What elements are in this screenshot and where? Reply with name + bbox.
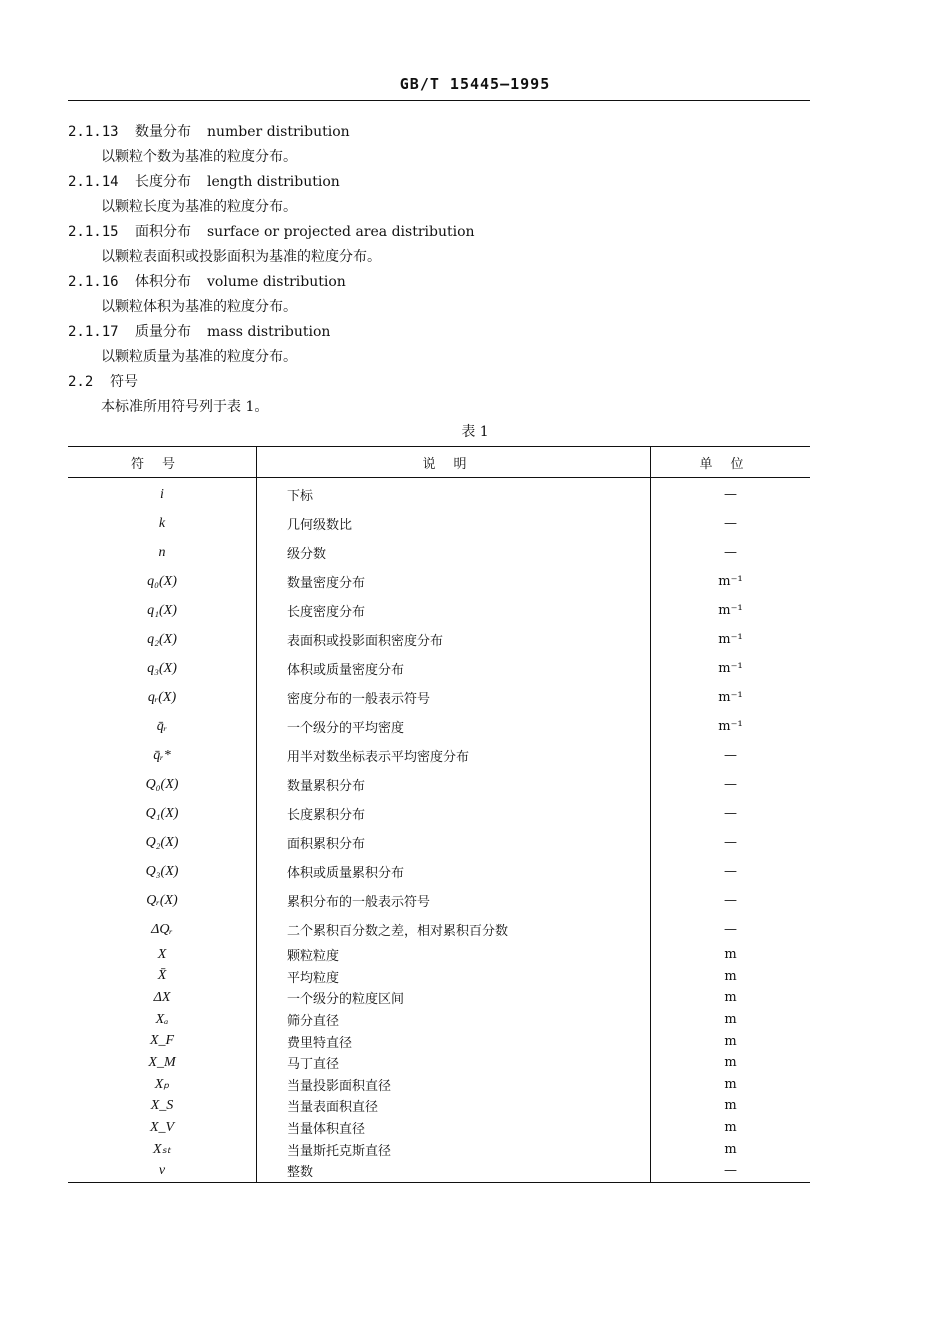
symbol-cell: q₀(X)	[68, 567, 257, 596]
symbol-cell: ΔX	[68, 987, 257, 1009]
table-row	[68, 1009, 810, 1031]
symbol-cell: X_V	[68, 1117, 257, 1139]
table-row	[68, 770, 810, 799]
table-row	[68, 915, 810, 944]
definition-heading	[68, 320, 810, 345]
table-row	[68, 944, 810, 966]
definition-number: 2.1.14	[68, 174, 119, 190]
definition-number: 2.1.16	[68, 274, 119, 290]
description-cell: 当量表面积直径	[257, 1095, 651, 1117]
document-header: GB/T 15445—1995	[399, 75, 551, 93]
definition-heading	[68, 170, 810, 195]
description-cell: 平均粒度	[257, 966, 651, 988]
definition-term-zh: 质量分布	[135, 324, 191, 340]
table-row	[68, 596, 810, 625]
definition-term-zh: 面积分布	[135, 224, 191, 240]
definition-number: 2.1.17	[68, 324, 119, 340]
unit-cell: —	[724, 516, 737, 531]
symbol-cell: i	[68, 478, 257, 510]
table-row	[68, 538, 810, 567]
definition-term-en: mass distribution	[207, 324, 331, 340]
table-row	[68, 1117, 810, 1139]
table-row	[68, 799, 810, 828]
section-text: 本标准所用符号列于表 1。	[101, 399, 269, 415]
table-row	[68, 683, 810, 712]
description-cell: 当量斯托克斯直径	[257, 1138, 651, 1160]
definition-text: 以颗粒个数为基准的粒度分布。	[101, 149, 297, 165]
unit-cell: m⁻¹	[718, 603, 743, 618]
symbol-cell: X̄	[68, 966, 257, 988]
header-rule	[68, 100, 810, 101]
unit-cell: m⁻¹	[718, 632, 743, 647]
symbol-cell: X_M	[68, 1052, 257, 1074]
description-cell: 当量投影面积直径	[257, 1074, 651, 1096]
unit-cell: —	[724, 864, 737, 879]
description-cell: 表面积或投影面积密度分布	[257, 625, 651, 654]
symbol-cell: Qᵣ(X)	[68, 886, 257, 915]
definition-heading	[68, 120, 810, 145]
definition-number: 2.1.13	[68, 124, 119, 140]
description-cell: 数量密度分布	[257, 567, 651, 596]
symbol-cell: Xₛₜ	[68, 1138, 257, 1160]
symbol-cell: qᵣ(X)	[68, 683, 257, 712]
definition-term-en: number distribution	[207, 124, 350, 140]
table-caption: 表 1	[461, 424, 489, 440]
description-cell: 面积累积分布	[257, 828, 651, 857]
definition-heading	[68, 220, 810, 245]
header-unit: 单位	[651, 447, 811, 478]
unit-cell: m	[724, 1098, 737, 1114]
table-row	[68, 509, 810, 538]
table-row	[68, 987, 810, 1009]
symbol-cell: v	[68, 1160, 257, 1182]
unit-cell: —	[724, 806, 737, 821]
section-title: 符号	[110, 374, 138, 390]
symbol-cell: n	[68, 538, 257, 567]
table-row	[68, 625, 810, 654]
table-row	[68, 712, 810, 741]
definition-number: 2.1.15	[68, 224, 119, 240]
definition-text: 以颗粒体积为基准的粒度分布。	[101, 299, 297, 315]
symbol-cell: X	[68, 944, 257, 966]
unit-cell: m	[724, 947, 737, 963]
table-row	[68, 741, 810, 770]
table-row	[68, 654, 810, 683]
table-row	[68, 478, 810, 510]
unit-cell: m	[724, 1141, 737, 1157]
description-cell: 密度分布的一般表示符号	[257, 683, 651, 712]
symbol-cell: Q₃(X)	[68, 857, 257, 886]
header-description: 说明	[257, 447, 651, 478]
unit-cell: m⁻¹	[718, 661, 743, 676]
symbol-cell: q₃(X)	[68, 654, 257, 683]
symbols-table	[68, 446, 810, 1183]
description-cell: 用半对数坐标表示平均密度分布	[257, 741, 651, 770]
definition-term-zh: 长度分布	[135, 174, 191, 190]
table-row	[68, 1160, 810, 1182]
symbol-cell: q₁(X)	[68, 596, 257, 625]
definition-term-zh: 体积分布	[135, 274, 191, 290]
definition-text: 以颗粒表面积或投影面积为基准的粒度分布。	[101, 249, 381, 265]
symbol-cell: X_S	[68, 1095, 257, 1117]
section-number: 2.2	[68, 374, 94, 390]
symbol-cell: q̄ᵣ	[68, 712, 257, 741]
unit-cell: m	[724, 1055, 737, 1071]
unit-cell: —	[724, 922, 737, 937]
unit-cell: m	[724, 1076, 737, 1092]
unit-cell: —	[724, 487, 737, 502]
header-symbol: 符号	[68, 447, 257, 478]
description-cell: 马丁直径	[257, 1052, 651, 1074]
description-cell: 当量体积直径	[257, 1117, 651, 1139]
description-cell: 下标	[257, 478, 651, 510]
description-cell: 长度密度分布	[257, 596, 651, 625]
unit-cell: m	[724, 1120, 737, 1136]
description-cell: 颗粒粒度	[257, 944, 651, 966]
definition-text: 以颗粒长度为基准的粒度分布。	[101, 199, 297, 215]
description-cell: 体积或质量累积分布	[257, 857, 651, 886]
section-heading	[68, 370, 810, 395]
table-row	[68, 1074, 810, 1096]
unit-cell: m	[724, 1012, 737, 1028]
table-row	[68, 857, 810, 886]
symbol-cell: X_F	[68, 1030, 257, 1052]
symbol-cell: Q₂(X)	[68, 828, 257, 857]
symbol-cell: Q₁(X)	[68, 799, 257, 828]
definition-term-en: length distribution	[207, 174, 340, 190]
table-header-row	[68, 447, 810, 478]
table-row	[68, 966, 810, 988]
unit-cell: m⁻¹	[718, 690, 743, 705]
description-cell: 体积或质量密度分布	[257, 654, 651, 683]
symbol-cell: Xₐ	[68, 1009, 257, 1031]
symbol-cell: k	[68, 509, 257, 538]
description-cell: 一个级分的粒度区间	[257, 987, 651, 1009]
description-cell: 几何级数比	[257, 509, 651, 538]
unit-cell: —	[724, 545, 737, 560]
unit-cell: m	[724, 968, 737, 984]
unit-cell: —	[724, 777, 737, 792]
unit-cell: —	[724, 835, 737, 850]
table-row	[68, 567, 810, 596]
unit-cell: —	[724, 748, 737, 763]
symbol-cell: Q₀(X)	[68, 770, 257, 799]
table-row	[68, 1052, 810, 1074]
unit-cell: m⁻¹	[718, 574, 743, 589]
description-cell: 长度累积分布	[257, 799, 651, 828]
description-cell: 筛分直径	[257, 1009, 651, 1031]
definition-text: 以颗粒质量为基准的粒度分布。	[101, 349, 297, 365]
definition-heading	[68, 270, 810, 295]
unit-cell: —	[651, 1160, 811, 1182]
table-row	[68, 828, 810, 857]
symbol-cell: q̄ᵣ*	[68, 741, 257, 770]
description-cell: 二个累积百分数之差，相对累积百分数	[257, 915, 651, 944]
description-cell: 数量累积分布	[257, 770, 651, 799]
symbol-cell: Xₚ	[68, 1074, 257, 1096]
table-row	[68, 1138, 810, 1160]
unit-cell: m	[724, 1033, 737, 1049]
description-cell: 整数	[257, 1160, 651, 1182]
table-row	[68, 1095, 810, 1117]
unit-cell: m⁻¹	[718, 719, 743, 734]
definition-term-en: volume distribution	[207, 274, 346, 290]
description-cell: 级分数	[257, 538, 651, 567]
description-cell: 累积分布的一般表示符号	[257, 886, 651, 915]
symbol-cell: ΔQᵣ	[68, 915, 257, 944]
definitions-block	[68, 120, 810, 420]
table-row	[68, 886, 810, 915]
description-cell: 一个级分的平均密度	[257, 712, 651, 741]
unit-cell: m	[724, 990, 737, 1006]
table-row	[68, 1030, 810, 1052]
unit-cell: —	[724, 893, 737, 908]
definition-term-en: surface or projected area distribution	[207, 224, 475, 240]
symbol-cell: q₂(X)	[68, 625, 257, 654]
description-cell: 费里特直径	[257, 1030, 651, 1052]
definition-term-zh: 数量分布	[135, 124, 191, 140]
